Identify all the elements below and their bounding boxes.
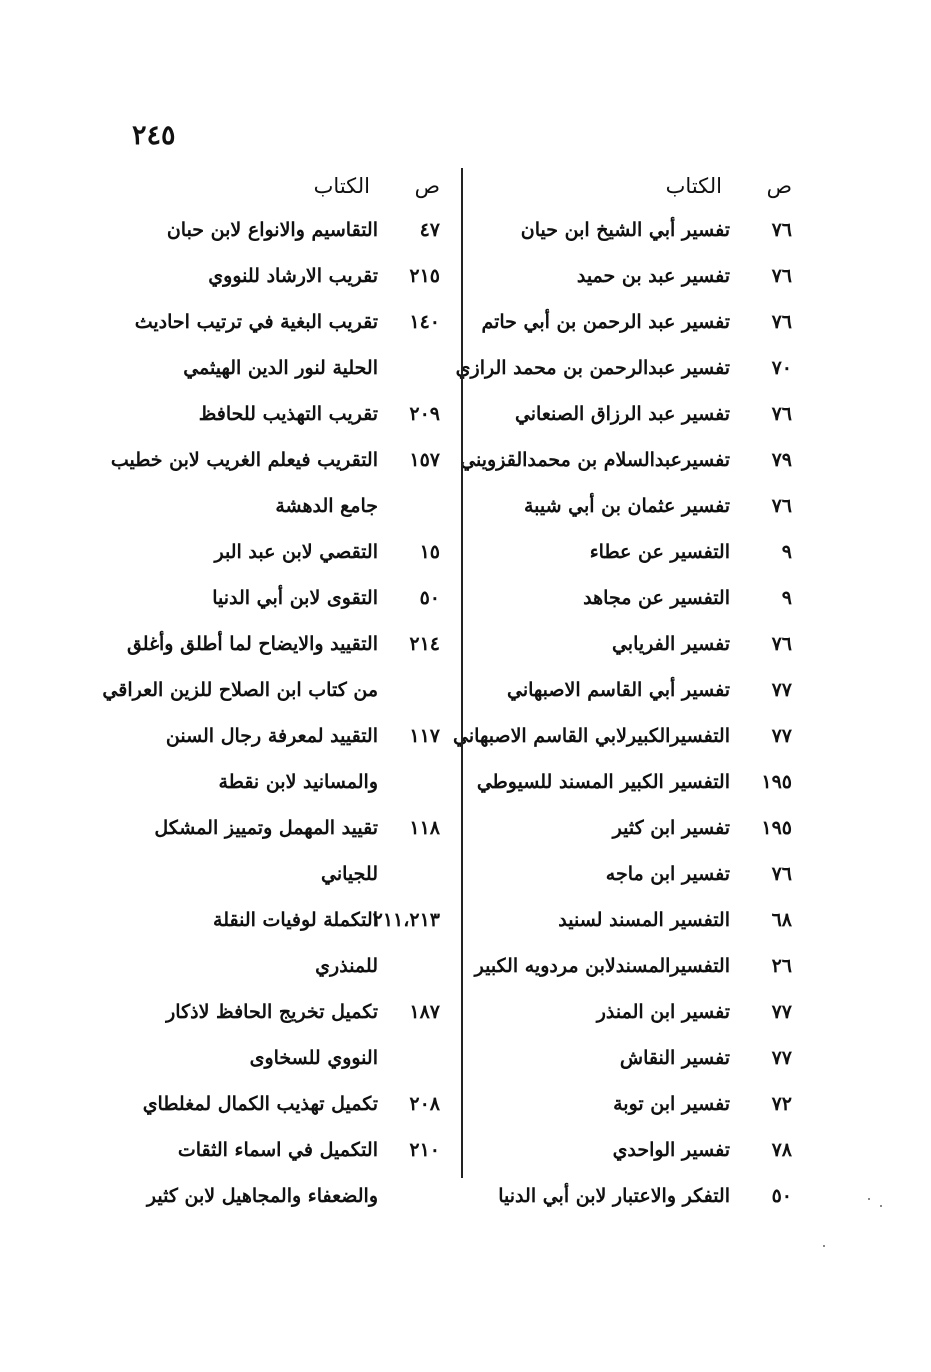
entry-page-number: ١٩٥ [761,817,792,839]
scan-speck [823,1245,825,1247]
index-entry [125,805,440,851]
entry-title: من كتاب ابن الصلاح للزين العراقي [102,679,378,701]
index-entry [472,1173,792,1219]
entry-title: والضعفاء والمجاهيل لابن كثير [146,1185,378,1207]
index-entry [472,483,792,529]
entry-page-number: ١١٧ [409,725,440,747]
entry-title: للجياني [321,863,378,885]
entry-page-number: ٥٠ [771,1185,792,1207]
entry-title: تفسير ابن كثير [612,817,730,839]
entry-title: والمسانيد لابن نقطة [218,771,378,793]
entry-page-number: ٢٠٨ [409,1093,440,1115]
index-entry [453,713,792,759]
entry-page-number: ٧٦ [771,265,792,287]
entry-page-number: ١٥٧ [409,449,440,471]
index-entry [472,989,792,1035]
entry-title: الحلية لنور الدين الهيثمي [183,357,378,379]
entry-title: التفسير الكبير المسند للسيوطي [476,771,730,793]
entry-page-number: ٧٦ [771,863,792,885]
entry-page-number: ٧٦ [771,495,792,517]
index-entry [455,345,792,391]
entry-title: التقوى لابن أبي الدنيا [212,587,378,609]
entry-title: التفسير عن مجاهد [583,587,730,609]
column-divider [461,168,463,1178]
book-column-header: الكتاب [665,174,722,198]
index-entry [125,345,440,391]
entry-page-number: ٢١٥ [409,265,440,287]
entry-title: التكملة لوفيات النقلة [213,909,378,931]
entry-page-number: ٧٧ [771,1047,792,1069]
entry-page-number: ٧٧ [771,1001,792,1023]
index-entry [472,207,792,253]
right-entries [453,207,792,1219]
entry-page-number: ١٩٥ [761,771,792,793]
entry-title: تقييد المهمل وتمييز المشكل [154,817,378,839]
entry-page-number: ٢١٤ [409,633,440,655]
entry-title: تكميل تخريج الحافظ لاذكار [166,1001,378,1023]
entry-page-number: ٧٠ [771,357,792,379]
entry-title: التفسيرالمسندلابن مردويه الكبير [474,955,730,977]
entry-page-number: ٧٩ [771,449,792,471]
entry-title: تفسير ابن ماجه [605,863,730,885]
index-entry [125,943,440,989]
index-entry [125,1035,440,1081]
scan-speck [880,1205,882,1207]
entry-page-number: ٢٠٩ [409,403,440,425]
index-entry [125,759,440,805]
entry-page-number: ٧٧ [771,725,792,747]
index-entry [472,299,792,345]
entry-title: التقييد والايضاح لما أطلق وأغلق [126,633,378,655]
entry-page-number: ٤٧ [419,219,440,241]
entry-title: تقريب التهذيب للحافظ [198,403,378,425]
entry-title: التقصي لابن عبد البر [214,541,378,563]
entry-title: التقريب فيعلم الغريب لابن خطيب [110,449,378,471]
index-entry [472,529,792,575]
index-entry [472,1081,792,1127]
entry-title: النووي للسخاوى [249,1047,378,1069]
entry-title: تفسيرعبدالسلام بن محمدالقزويني [460,449,730,471]
entry-title: تفسير عبدالرحمن بن محمد الرازي [455,357,730,379]
entry-title: تكميل تهذيب الكمال لمغلطاي [142,1093,378,1115]
entry-page-number: ٧٦ [771,633,792,655]
entry-title: تفسير أبي القاسم الاصبهاني [507,679,730,701]
entry-title: التفسير عن عطاء [589,541,730,563]
page-column-header: ص [414,174,440,198]
entry-page-number: ٢١١،٢١٣ [372,909,440,931]
index-entry [125,989,440,1035]
entry-title: التكميل في اسماء الثقات [177,1139,378,1161]
entry-title: تفسير عثمان بن أبي شيبة [523,495,730,517]
index-entry [125,1173,440,1219]
index-entry [125,575,440,621]
entry-title: التقاسيم والانواع لابن حبان [166,219,378,241]
page-column-header: ص [766,174,792,198]
index-entry [125,897,440,943]
entry-page-number: ٧٦ [771,311,792,333]
left-entries [102,207,440,1219]
index-entry [125,207,440,253]
index-entry [472,1035,792,1081]
index-entry [110,437,440,483]
entry-title: تفسير عبد الرزاق الصنعاني [514,403,730,425]
entry-title: تفسير الفريابي [611,633,730,655]
page-number: ٢٤٥ [132,120,176,151]
entry-page-number: ١٥ [419,541,440,563]
entry-title: جامع الدهشة [275,495,378,517]
index-entry [472,391,792,437]
entry-title: تفسير عبد الرحمن بن أبي حاتم [481,311,730,333]
index-entry [125,253,440,299]
entry-page-number: ٦٨ [771,909,792,931]
index-entry [472,851,792,897]
index-entry [472,1127,792,1173]
index-entry [125,1127,440,1173]
entry-title: التفكر والاعتبار لابن أبي الدنيا [498,1185,730,1207]
index-entry [472,805,792,851]
index-column-left [102,165,440,1219]
index-entry [472,943,792,989]
index-entry [472,575,792,621]
entry-title: التفسيرالكبيرلابي القاسم الاصبهاني [453,725,730,747]
entry-title: تقريب الارشاد للنووي [208,265,378,287]
entry-page-number: ٢١٠ [409,1139,440,1161]
index-entry [125,713,440,759]
scan-speck [868,1198,870,1200]
index-entry [472,897,792,943]
entry-title: تفسير ابن توبة [613,1093,730,1115]
entry-page-number: ٩ [781,587,792,609]
index-column-right [453,165,792,1219]
entry-page-number: ٥٠ [419,587,440,609]
entry-title: تفسير ابن المنذر [596,1001,730,1023]
entry-title: تفسير النقاش [619,1047,730,1069]
index-entry [125,1081,440,1127]
entry-page-number: ١٨٧ [409,1001,440,1023]
index-entry [460,437,792,483]
entry-title: تفسير عبد بن حميد [576,265,730,287]
entry-title: للمنذري [315,955,378,977]
entry-page-number: ٧٦ [771,219,792,241]
column-header [472,165,792,207]
index-entry [125,299,440,345]
entry-page-number: ١٤٠ [409,311,440,333]
entry-title: التفسير المسند لسنيد [558,909,730,931]
index-entry [472,253,792,299]
index-entry [125,529,440,575]
index-entry [472,621,792,667]
entry-page-number: ٩ [781,541,792,563]
entry-title: تفسير أبي الشيخ ابن حيان [520,219,730,241]
entry-page-number: ١١٨ [409,817,440,839]
index-entry [125,851,440,897]
book-column-header: الكتاب [313,174,370,198]
entry-page-number: ٢٦ [771,955,792,977]
column-header [125,165,440,207]
index-entry [125,621,440,667]
index-entry [102,667,440,713]
index-entry [125,483,440,529]
entry-title: تفسير الواحدي [612,1139,730,1161]
entry-page-number: ٧٦ [771,403,792,425]
entry-page-number: ٧٧ [771,679,792,701]
index-entry [472,759,792,805]
entry-title: التقييد لمعرفة رجال السنن [165,725,378,747]
entry-page-number: ٧٢ [771,1093,792,1115]
index-entry [472,667,792,713]
entry-title: تقريب البغية في ترتيب احاديث [134,311,378,333]
index-entry [125,391,440,437]
entry-page-number: ٧٨ [771,1139,792,1161]
